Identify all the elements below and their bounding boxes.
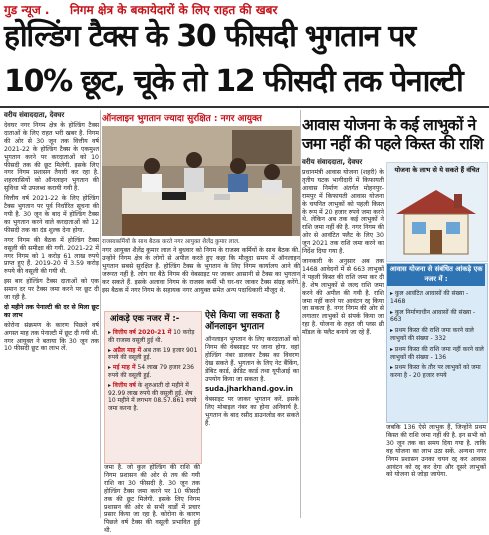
- middle-col-b-text: ऑनलाइन भुगतान के लिए करदाताओं को निगम की वेबसाइट पर जाना होगा. वहां होल्डिंग नंबर डालकर टैक्स का विवरण देख सकते हैं. भुगतान के लिए नेट बैंकिंग, डेबिट कार्ड, क्रेडिट कार्ड तथा यूपीआई का उपयोग किया जा सकता है.: [205, 336, 299, 383]
- right-para: जबकि 136 ऐसे लाभुक हैं, जिन्होंने प्रथम किस्त की राशि जमा नहीं की है. इन सभी को 30 जून तक का समय दिया गया है. ताकि वह योजना का लाभ उठा सकें. अन्यथा नगर निगम प्रशासन उनका चयन रद्द कर आवास आवंटन को रद्द कर देगा और दूसरे लाभुकों को योजना से जोड़ा जायेगा.: [386, 424, 486, 479]
- housing-stats-title: आवास योजना से संबंधित आंकड़े एक नजर में :: [387, 264, 485, 286]
- left-subhead: दो महीने तक पेनाल्टी की दर से मिला छूट का लाभ: [4, 303, 99, 319]
- right-byline: वरीय संवाददाता, देवघर: [302, 158, 363, 166]
- housing-stats-list: [390, 290, 484, 383]
- stats-item: ▸ अप्रैल माह में अब तक 19 हजार 901 रुपये की वसूली हुई.: [108, 346, 198, 362]
- middle-col-b: [205, 336, 299, 518]
- stats-item-label: वित्तीय वर्ष 2020-21 में: [112, 329, 172, 336]
- stats-item-text: 10 करोड़ की राजस्व वसूली हुई थी.: [108, 329, 195, 344]
- stats-item-text: 54 लाख 79 हजार 236 रुपये की वसूली हुई.: [108, 364, 194, 379]
- left-byline: वरीय संवाददाता, देवघर: [4, 111, 65, 119]
- stats-box-list: [108, 329, 198, 415]
- online-payment-title: ऐसे किया जा सकता है ऑनलाइन भुगतान: [205, 311, 280, 332]
- stats-box-title: आंकड़े एक नजर में :-: [110, 314, 180, 324]
- housing-stat-item: ▸ प्रथम किस्त के तौर पर लाभुकों को जमा करना है - 20 हजार रुपये: [390, 364, 481, 380]
- right-para: प्रधानमंत्री आवास योजना (शहरी) के तृतीय घटक भागीदारी में किफायती आवास निर्माण अंतर्गत मोहनपुर-रामपुर में किफायती आवास योजना के चयनित लाभुकों को पहली किस्त के रूप में 20 हजार रुपये जमा करने थे. लेकिन अब तक कई लाभुकों ने राशि जमा नहीं की है. नगर निगम की ओर से आवंटित फ्लैट के लिए 30 जून 2021 तक राशि जमा करने का निर्देश दिया गया है.: [302, 169, 384, 256]
- category-strip: [0, 0, 489, 16]
- stats-item-label: अप्रैल माह में: [112, 346, 142, 354]
- middle-col-a: [104, 464, 200, 535]
- middle-body-text: नगर आयुक्त शैलेंद्र कुमार लाल ने बुधवार को निगम के राजस्व कर्मियों के साथ बैठक की. उन्होंने निगम क्षेत्र के लोगों से अपील करते हुए कहा कि मौजूदा समय में ऑनलाइन भुगतान सबसे सुरक्षित है. होल्डिंग टैक्स के भुगतान के लिए निगम कार्यालय आने की जरूरत नहीं है. लोग घर बैठे निगम की वेबसाइट पर जाकर आसानी से टैक्स का भुगतान कर सकते हैं. इसके अलावा निगम के राजस्व कर्मी भी घर-घर जाकर टैक्स संग्रह करेंगे. इस बैठक में नगर निगम के सहायक नगर आयुक्त समेत अन्य पदाधिकारी मौजूद थे.: [102, 247, 300, 294]
- category-label: गुड न्यूज .: [4, 3, 50, 17]
- left-para: वित्तीय वर्ष 2021-22 के लिए होल्डिंग टैक्स भुगतान पर पूर्व निर्धारित सूचना की गयी है. 30 जून के बाद में होल्डिंग टैक्स का भुगतान करने वाले करदाताओं को 12 फीसदी तक का दंड शुल्क देना होगा.: [4, 195, 99, 234]
- payment-website: suda.jharkhand.gov.in: [205, 385, 293, 394]
- left-para: कोरोना संक्रमण के कारण पिछले वर्ष अगस्त माह तक पेनाल्टी में छूट दी गयी थी. नगर आयुक्त ने बताया कि 30 जून तक 10 फीसदी छूट का लाभ लें.: [4, 321, 99, 353]
- housing-stat-text: प्रथम किस्त के तौर पर लाभुकों को जमा करना है - 20 हजार रुपये: [390, 364, 481, 380]
- housing-stat-text: कुल आवंटित आवासों की संख्या - 1468: [390, 290, 469, 305]
- housing-stat-text: प्रथम किस्त की राशि जमा करने वाले लाभुकों की संख्या - 332: [390, 327, 474, 342]
- meeting-photo: [102, 126, 300, 236]
- headline-rule: [0, 106, 489, 108]
- headline-line1: होल्डिंग टैक्स के 30 फीसदी भुगतान पर: [4, 19, 415, 54]
- category-text: निगम क्षेत्र के बकायेदारों के लिए राहत की खबर: [70, 3, 278, 17]
- housing-stat-text: कुल निर्माणाधीन आवासों की संख्या - 663: [390, 308, 476, 324]
- middle-article-body: [102, 247, 300, 309]
- housing-stat-item: ▸ कुल निर्माणाधीन आवासों की संख्या - 663: [390, 308, 476, 324]
- right-col-2: [386, 424, 486, 518]
- house-icon: [392, 184, 480, 256]
- meeting-photo-illustration: [102, 126, 300, 236]
- headline-line2: 10% छूट, चूके तो 12 फीसदी तक पेनाल्टी: [4, 64, 463, 99]
- stats-item-label: मई माह में: [112, 364, 136, 372]
- column-divider: [100, 110, 101, 518]
- stats-item: ▸ वित्तीय वर्ष के शुरुआती दो महीने में 92.99 लाख रुपये की वसूली हुई. शेष 10 महीने में लगभग 08.57.861 रुपये जमा करना है.: [108, 381, 197, 413]
- photo-caption: राजस्वकर्मियों के साथ बैठक करते नगर आयुक्त शैलेंद्र कुमार लाल.: [102, 239, 240, 245]
- stats-item-label: वित्तीय वर्ष: [112, 381, 136, 389]
- right-col-1: [302, 169, 384, 423]
- left-para: देवघर नगर निगम क्षेत्र के होल्डिंग टैक्स दाताओं के लिए राहत भरी खबर है. निगम की ओर से 30 जून तक वित्तीय वर्ष 2021-22 के होल्डिंग टैक्स के एकमुश्त भुगतान करने पर करदाताओं को 10 फीसदी तक की छूट मिलेगी. इसके लिए नगर निगम प्रशासन तैयारी कर रहा है. शहरवासियों को ऑनलाइन भुगतान की सुविधा भी उपलब्ध करायी गयी है.: [4, 122, 99, 193]
- housing-stat-item: ▸ प्रथम किस्त की राशि जमा करने वाले लाभुकों की संख्या - 332: [390, 327, 474, 342]
- housing-stat-text: प्रथम किस्त की राशि जमा नहीं करने वाले लाभुकों की संख्या - 136: [390, 345, 484, 361]
- stats-item: ▸ मई माह में 54 लाख 79 हजार 236 रुपये की वसूली हुई.: [108, 364, 194, 379]
- stats-item: ▸ वित्तीय वर्ष 2020-21 में 10 करोड़ की राजस्व वसूली हुई थी.: [108, 329, 195, 344]
- left-para: इस बार होल्डिंग टैक्स दाताओं को एक समान दर पर टैक्स जमा करने पर छूट दी जा रही है.: [4, 278, 99, 302]
- middle-col-b-tail: वेबसाइट पर जाकर भुगतान करें. इसके लिए मोबाइल नंबर का होना अनिवार्य है. भुगतान के बाद रसीद डाउनलोड कर सकते हैं.: [205, 396, 299, 428]
- right-para: जानकारी के अनुसार अब तक 1468 आवेदनों में से 663 लाभुकों ने पहली किस्त की राशि जमा कर दी है. शेष लाभुकों से जल्द राशि जमा करने की अपील की गयी है. राशि जमा नहीं करने पर आवंटन रद्द किया जा सकता है. नगर निगम की ओर से लगातार लाभुकों से संपर्क किया जा रहा है. योजना के तहत जी प्लस थ्री मॉडल के फ्लैट बनाये जा रहे हैं.: [302, 257, 384, 337]
- stats-item-text: के शुरुआती दो महीने में 92.99 लाख रुपये की वसूली हुई. शेष 10 महीने में लगभग 08.57.861 रुपये जमा करना है.: [108, 381, 197, 413]
- left-article-body: [4, 122, 99, 518]
- right-headline: आवास योजना के कई लाभुकों ने जमा नहीं की पहले किस्त की राशि: [302, 116, 484, 153]
- housing-graphic-title: योजना के लाभ से ये सकते हैं वंचित: [394, 166, 480, 174]
- left-para: नगर निगम की बैठक में होल्डिंग टैक्स वसूली की समीक्षा की गयी. 2021-22 में नगर निगम को 1 करोड़ 61 लाख रुपये प्राप्त हुए हैं. 2019-20 में 3.59 करोड़ रुपये की वसूली की गयी थी.: [4, 236, 99, 276]
- stats-item-text: अब तक 19 हजार 901 रुपये की वसूली हुई.: [108, 346, 198, 362]
- housing-stat-item: ▸ प्रथम किस्त की राशि जमा नहीं करने वाले लाभुकों की संख्या - 136: [390, 345, 484, 361]
- column-divider: [300, 110, 301, 518]
- section-header: ऑनलाइन भुगतान ज्यादा सुरक्षित : नगर आयुक्त: [102, 114, 262, 124]
- housing-stat-item: ▸ कुल आवंटित आवासों की संख्या - 1468: [390, 290, 469, 305]
- middle-col-a-text: जमा है. जो कुल होल्डिंग की राशि की निगम प्रशासन की ओर से तय की गयी राशि का 30 फीसदी है. 30 जून तक होल्डिंग टैक्स जमा करने पर 10 फीसदी तक की छूट मिलेगी. इसके लिए निगम प्रशासन की ओर से सभी वार्डों में प्रचार प्रसार किया जा रहा है. कोरोना के कारण पिछले वर्ष टैक्स की वसूली प्रभावित हुई थी.: [104, 464, 200, 535]
